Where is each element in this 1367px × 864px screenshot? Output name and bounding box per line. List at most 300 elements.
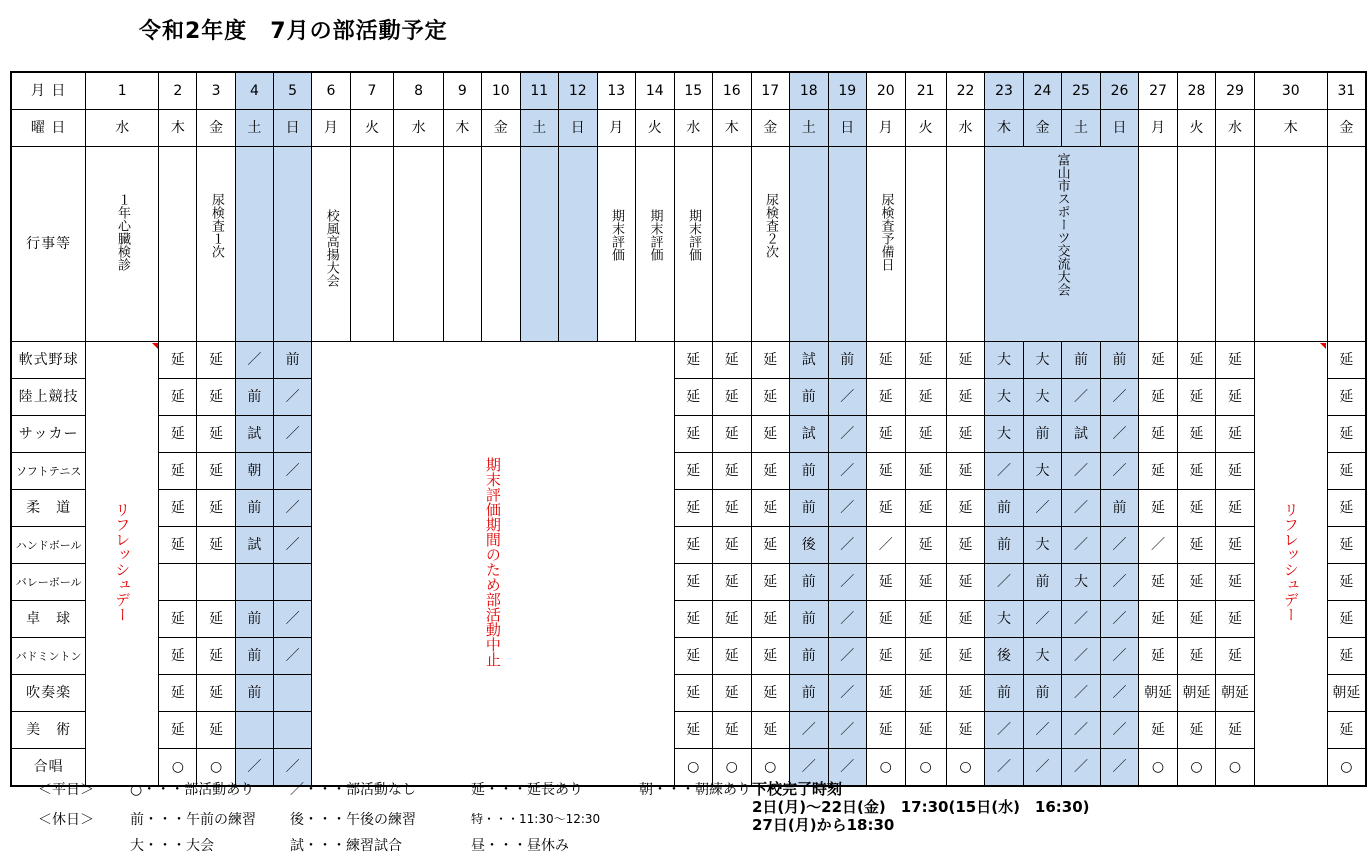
schedule-cell: 延 <box>1216 342 1255 379</box>
schedule-cell: 延 <box>1139 564 1178 601</box>
event-cell <box>197 147 235 342</box>
event-cell <box>905 147 946 342</box>
weekday-cell: 水 <box>1216 110 1255 147</box>
schedule-cell: ○ <box>1327 749 1366 787</box>
schedule-cell: 延 <box>751 342 790 379</box>
schedule-cell: ／ <box>1062 675 1101 712</box>
schedule-cell: 延 <box>674 712 713 749</box>
date-cell: 23 <box>985 72 1024 110</box>
schedule-cell: 延 <box>905 490 946 527</box>
schedule-cell: 前 <box>1023 416 1062 453</box>
schedule-cell: 延 <box>1327 527 1366 564</box>
schedule-cell: ／ <box>1100 453 1139 490</box>
club-row <box>11 564 1366 601</box>
schedule-cell: 延 <box>867 416 906 453</box>
schedule-cell: 前 <box>790 490 829 527</box>
date-cell: 16 <box>713 72 752 110</box>
schedule-cell: ／ <box>828 527 867 564</box>
schedule-cell: 延 <box>674 527 713 564</box>
schedule-cell: 延 <box>946 379 985 416</box>
event-cell <box>597 147 636 342</box>
schedule-cell: 延 <box>159 712 197 749</box>
schedule-cell: 延 <box>1139 379 1178 416</box>
date-cell: 7 <box>350 72 394 110</box>
dismissal-line-1: 2日(月)～22日(金) 17:30(15日(水) 16:30) <box>752 798 1090 816</box>
schedule-cell: 朝延 <box>1139 675 1178 712</box>
schedule-cell: 延 <box>751 453 790 490</box>
schedule-cell: 延 <box>946 490 985 527</box>
schedule-cell: 延 <box>905 342 946 379</box>
schedule-cell: ／ <box>274 416 312 453</box>
schedule-cell <box>159 564 197 601</box>
schedule-cell: 試 <box>790 416 829 453</box>
event-cell <box>482 147 521 342</box>
schedule-cell: 延 <box>1327 564 1366 601</box>
schedule-cell: ○ <box>905 749 946 787</box>
schedule-cell: ○ <box>1139 749 1178 787</box>
schedule-cell: 延 <box>159 453 197 490</box>
schedule-cell: ／ <box>828 712 867 749</box>
refresh-day-cell <box>86 342 159 787</box>
schedule-cell: 延 <box>713 564 752 601</box>
weekday-cell: 月 <box>867 110 906 147</box>
event-text: 期末評価 <box>686 209 702 261</box>
schedule-cell: ／ <box>274 638 312 675</box>
schedule-cell: 前 <box>1062 342 1101 379</box>
schedule-cell: 前 <box>235 638 273 675</box>
date-cell: 4 <box>235 72 273 110</box>
schedule-cell: ／ <box>274 527 312 564</box>
dismissal-heading: 下校完了時刻 <box>752 780 843 798</box>
schedule-cell: 延 <box>1177 712 1216 749</box>
schedule-cell: ／ <box>1100 601 1139 638</box>
weekday-row <box>11 110 1366 147</box>
weekday-cell: 月 <box>597 110 636 147</box>
schedule-cell: 試 <box>1062 416 1101 453</box>
schedule-cell: 延 <box>946 712 985 749</box>
schedule-cell: 試 <box>235 416 273 453</box>
schedule-cell: 前 <box>1100 490 1139 527</box>
schedule-cell: 延 <box>713 675 752 712</box>
schedule-cell: ／ <box>1062 749 1101 787</box>
schedule-cell: 前 <box>985 675 1024 712</box>
club-name: 合唱 <box>11 749 86 787</box>
schedule-cell: 前 <box>235 675 273 712</box>
schedule-cell: ○ <box>674 749 713 787</box>
schedule-cell <box>235 564 273 601</box>
schedule-cell: ○ <box>751 749 790 787</box>
schedule-cell: ／ <box>828 416 867 453</box>
club-name: ハンドボール <box>11 527 86 564</box>
schedule-cell: 延 <box>905 675 946 712</box>
schedule-cell: ／ <box>828 675 867 712</box>
event-cell <box>235 147 273 342</box>
weekday-cell: 木 <box>159 110 197 147</box>
schedule-cell: 前 <box>790 453 829 490</box>
schedule-cell: 前 <box>985 527 1024 564</box>
date-cell: 31 <box>1327 72 1366 110</box>
schedule-cell: 延 <box>674 379 713 416</box>
schedule-cell: 前 <box>790 675 829 712</box>
schedule-cell: 延 <box>1139 342 1178 379</box>
schedule-cell: 延 <box>674 490 713 527</box>
legend-item-special: 特・・・11:30～12:30 <box>471 812 601 826</box>
event-cell <box>350 147 394 342</box>
schedule-table <box>10 71 1367 787</box>
event-header-label: 行事等 <box>11 147 86 342</box>
schedule-cell: ／ <box>1139 527 1178 564</box>
refresh-day-label: リフレッシュデー <box>113 502 132 622</box>
schedule-cell: 大 <box>985 601 1024 638</box>
date-cell: 18 <box>790 72 829 110</box>
schedule-cell: 延 <box>1327 490 1366 527</box>
legend-holiday-label: ＜休日＞ <box>38 812 94 828</box>
date-cell: 21 <box>905 72 946 110</box>
schedule-cell: 延 <box>1216 453 1255 490</box>
exam-stop-label: 期末評価期間のため部活動中止 <box>483 457 502 667</box>
schedule-cell: ／ <box>828 490 867 527</box>
schedule-cell: 延 <box>946 527 985 564</box>
date-cell: 19 <box>828 72 867 110</box>
schedule-cell: 延 <box>1139 453 1178 490</box>
event-cell <box>312 147 350 342</box>
schedule-cell: 延 <box>197 416 235 453</box>
weekday-cell: 水 <box>86 110 159 147</box>
schedule-cell: ／ <box>1100 675 1139 712</box>
weekday-cell: 水 <box>946 110 985 147</box>
schedule-cell: ○ <box>197 749 235 787</box>
club-row <box>11 527 1366 564</box>
event-text: 期末評価 <box>647 209 663 261</box>
legend-item-slash: ／・・・部活動なし <box>290 782 416 798</box>
schedule-cell: ／ <box>828 601 867 638</box>
schedule-cell: 朝延 <box>1327 675 1366 712</box>
schedule-cell: 延 <box>1139 712 1178 749</box>
schedule-cell: 延 <box>197 379 235 416</box>
club-name: 吹奏楽 <box>11 675 86 712</box>
schedule-cell: 延 <box>1327 712 1366 749</box>
legend-item-am: 前・・・午前の練習 <box>130 812 256 828</box>
club-row <box>11 342 1366 379</box>
schedule-cell: 延 <box>867 638 906 675</box>
schedule-cell: 前 <box>828 342 867 379</box>
schedule-cell: 朝延 <box>1216 675 1255 712</box>
schedule-cell: ／ <box>1100 379 1139 416</box>
event-cell <box>751 147 790 342</box>
schedule-cell: 前 <box>985 490 1024 527</box>
date-cell: 30 <box>1254 72 1327 110</box>
comment-marker-icon <box>1320 343 1326 349</box>
event-cell <box>86 147 159 342</box>
schedule-cell: ／ <box>828 379 867 416</box>
schedule-cell: 延 <box>674 564 713 601</box>
weekday-cell: 土 <box>520 110 559 147</box>
dismissal-line-2: 27日(月)から18:30 <box>752 816 895 834</box>
weekday-cell: 金 <box>197 110 235 147</box>
schedule-cell: 延 <box>1177 564 1216 601</box>
schedule-cell: ／ <box>985 564 1024 601</box>
schedule-cell: 延 <box>751 564 790 601</box>
schedule-cell: 延 <box>159 527 197 564</box>
legend-item-circle: ○・・・部活動あり <box>130 782 255 798</box>
schedule-cell: 延 <box>905 564 946 601</box>
legend-weekday-label: ＜平日＞ <box>38 782 94 798</box>
schedule-cell: 延 <box>867 453 906 490</box>
date-cell: 25 <box>1062 72 1101 110</box>
schedule-cell: 前 <box>274 342 312 379</box>
weekday-cell: 金 <box>482 110 521 147</box>
schedule-cell: ／ <box>274 490 312 527</box>
schedule-cell: 延 <box>751 638 790 675</box>
weekday-cell: 火 <box>1177 110 1216 147</box>
schedule-cell: 朝 <box>235 453 273 490</box>
date-cell: 22 <box>946 72 985 110</box>
weekday-cell: 日 <box>1100 110 1139 147</box>
weekday-cell: 土 <box>1062 110 1101 147</box>
schedule-cell: 大 <box>1023 453 1062 490</box>
schedule-cell: 延 <box>713 453 752 490</box>
schedule-cell: 延 <box>674 675 713 712</box>
event-cell <box>1139 147 1178 342</box>
weekday-header-label: 曜 日 <box>11 110 86 147</box>
schedule-cell: 延 <box>1177 638 1216 675</box>
schedule-cell: 延 <box>674 416 713 453</box>
event-cell <box>1177 147 1216 342</box>
date-cell: 14 <box>636 72 675 110</box>
date-cell: 10 <box>482 72 521 110</box>
schedule-cell: 前 <box>235 601 273 638</box>
weekday-cell: 木 <box>985 110 1024 147</box>
schedule-cell: 延 <box>1327 416 1366 453</box>
refresh-day-label: リフレッシュデー <box>1281 502 1300 622</box>
schedule-cell: ／ <box>1100 564 1139 601</box>
schedule-cell <box>235 712 273 749</box>
schedule-cell: 延 <box>713 527 752 564</box>
schedule-cell <box>274 675 312 712</box>
schedule-cell: ○ <box>1177 749 1216 787</box>
date-cell: 11 <box>520 72 559 110</box>
date-cell: 8 <box>394 72 443 110</box>
schedule-cell <box>274 564 312 601</box>
schedule-cell: ／ <box>867 527 906 564</box>
schedule-cell: 延 <box>946 675 985 712</box>
date-cell: 13 <box>597 72 636 110</box>
schedule-cell: 延 <box>751 416 790 453</box>
date-cell: 15 <box>674 72 713 110</box>
schedule-cell: ／ <box>1100 712 1139 749</box>
club-name: 軟式野球 <box>11 342 86 379</box>
club-name: バドミントン <box>11 638 86 675</box>
club-row <box>11 675 1366 712</box>
schedule-cell: 延 <box>713 601 752 638</box>
schedule-cell: 延 <box>751 712 790 749</box>
date-cell: 26 <box>1100 72 1139 110</box>
club-row <box>11 638 1366 675</box>
schedule-cell: ／ <box>1062 453 1101 490</box>
schedule-cell: 前 <box>790 638 829 675</box>
club-row <box>11 712 1366 749</box>
weekday-cell: 金 <box>1327 110 1366 147</box>
schedule-cell: 延 <box>674 638 713 675</box>
schedule-cell: 試 <box>790 342 829 379</box>
legend-item-pm: 後・・・午後の練習 <box>290 812 416 828</box>
weekday-cell: 日 <box>559 110 598 147</box>
schedule-cell: 延 <box>713 490 752 527</box>
schedule-cell: ／ <box>985 712 1024 749</box>
club-row <box>11 453 1366 490</box>
schedule-cell: 前 <box>235 379 273 416</box>
schedule-cell: ○ <box>867 749 906 787</box>
schedule-cell: ／ <box>1062 527 1101 564</box>
schedule-cell: 延 <box>159 675 197 712</box>
schedule-cell: 延 <box>905 527 946 564</box>
schedule-cell: 前 <box>790 601 829 638</box>
schedule-cell <box>197 564 235 601</box>
schedule-cell: 朝延 <box>1177 675 1216 712</box>
schedule-cell: 延 <box>946 342 985 379</box>
schedule-cell: 延 <box>713 379 752 416</box>
weekday-cell: 火 <box>636 110 675 147</box>
exam-stop-cell <box>312 342 674 787</box>
event-text: 尿検査予備日 <box>878 193 894 271</box>
schedule-cell: 延 <box>197 453 235 490</box>
schedule-cell: 延 <box>1139 490 1178 527</box>
schedule-cell: 延 <box>867 490 906 527</box>
schedule-cell: 延 <box>867 342 906 379</box>
event-cell <box>559 147 598 342</box>
schedule-cell: 延 <box>1327 453 1366 490</box>
schedule-cell: 前 <box>1023 675 1062 712</box>
schedule-cell: 後 <box>790 527 829 564</box>
date-cell: 27 <box>1139 72 1178 110</box>
comment-marker-icon <box>152 343 158 349</box>
event-text: 校風高揚大会 <box>323 209 339 287</box>
event-text: 尿検査１次 <box>208 193 224 258</box>
club-row <box>11 601 1366 638</box>
date-header-label: 月 日 <box>11 72 86 110</box>
schedule-cell: 延 <box>751 527 790 564</box>
event-cell <box>828 147 867 342</box>
schedule-cell: 前 <box>1100 342 1139 379</box>
schedule-cell: 延 <box>867 675 906 712</box>
schedule-cell: 延 <box>197 490 235 527</box>
date-cell: 29 <box>1216 72 1255 110</box>
schedule-cell: 延 <box>1216 416 1255 453</box>
weekday-cell: 木 <box>713 110 752 147</box>
schedule-cell: ／ <box>1100 527 1139 564</box>
schedule-cell: ／ <box>985 453 1024 490</box>
schedule-cell: 延 <box>867 564 906 601</box>
schedule-cell: 延 <box>1177 416 1216 453</box>
schedule-cell: 延 <box>1216 527 1255 564</box>
schedule-cell: ／ <box>1100 416 1139 453</box>
weekday-cell: 金 <box>1023 110 1062 147</box>
schedule-cell: 延 <box>905 638 946 675</box>
event-cell <box>790 147 829 342</box>
schedule-cell: 延 <box>1139 416 1178 453</box>
legend-item-tournament: 大・・・大会 <box>130 838 214 854</box>
schedule-cell: 後 <box>985 638 1024 675</box>
event-cell <box>636 147 675 342</box>
date-row <box>11 72 1366 110</box>
schedule-cell: 延 <box>1216 601 1255 638</box>
weekday-cell: 日 <box>274 110 312 147</box>
schedule-cell: 延 <box>905 712 946 749</box>
schedule-cell: 延 <box>1216 379 1255 416</box>
schedule-cell: ／ <box>1062 490 1101 527</box>
date-cell: 20 <box>867 72 906 110</box>
schedule-cell: 延 <box>751 490 790 527</box>
schedule-cell: 延 <box>867 601 906 638</box>
schedule-cell: 延 <box>713 638 752 675</box>
schedule-cell: ○ <box>159 749 197 787</box>
event-text: １年心臓検診 <box>115 193 130 271</box>
schedule-cell: ○ <box>946 749 985 787</box>
event-cell <box>674 147 713 342</box>
schedule-cell: 延 <box>946 564 985 601</box>
schedule-cell: 延 <box>751 601 790 638</box>
event-cell <box>713 147 752 342</box>
schedule-cell: 大 <box>985 416 1024 453</box>
club-name: 美 術 <box>11 712 86 749</box>
event-cell <box>1254 147 1327 342</box>
schedule-cell: 延 <box>197 601 235 638</box>
club-name: サッカー <box>11 416 86 453</box>
date-cell: 1 <box>86 72 159 110</box>
schedule-cell: 延 <box>1216 638 1255 675</box>
schedule-cell: ／ <box>274 453 312 490</box>
schedule-cell: ／ <box>235 749 273 787</box>
club-row <box>11 490 1366 527</box>
date-cell: 28 <box>1177 72 1216 110</box>
schedule-cell: 延 <box>905 453 946 490</box>
schedule-cell: 延 <box>159 601 197 638</box>
schedule-cell: 延 <box>1216 564 1255 601</box>
event-row <box>11 147 1366 342</box>
schedule-cell: ／ <box>274 749 312 787</box>
schedule-cell: ／ <box>1100 638 1139 675</box>
weekday-cell: 木 <box>443 110 481 147</box>
event-cell <box>1327 147 1366 342</box>
schedule-cell: 延 <box>905 416 946 453</box>
schedule-cell: 延 <box>1327 638 1366 675</box>
schedule-cell: ／ <box>274 379 312 416</box>
schedule-cell: ／ <box>790 749 829 787</box>
club-name: 卓 球 <box>11 601 86 638</box>
schedule-cell: ／ <box>1062 601 1101 638</box>
schedule-cell: 延 <box>905 379 946 416</box>
schedule-cell: 大 <box>1023 527 1062 564</box>
event-cell <box>159 147 197 342</box>
schedule-cell: ／ <box>1023 712 1062 749</box>
schedule-cell: 延 <box>159 638 197 675</box>
club-name: 柔 道 <box>11 490 86 527</box>
schedule-cell: 前 <box>790 564 829 601</box>
schedule-cell: 延 <box>159 342 197 379</box>
schedule-cell: 延 <box>197 712 235 749</box>
schedule-cell: 延 <box>197 675 235 712</box>
schedule-cell: ／ <box>828 638 867 675</box>
schedule-cell: 延 <box>751 675 790 712</box>
date-cell: 9 <box>443 72 481 110</box>
schedule-cell: 延 <box>1177 342 1216 379</box>
schedule-cell: ／ <box>985 749 1024 787</box>
schedule-cell: ／ <box>1062 638 1101 675</box>
event-cell <box>867 147 906 342</box>
weekday-cell: 火 <box>905 110 946 147</box>
schedule-cell: 延 <box>1177 379 1216 416</box>
schedule-cell: ／ <box>235 342 273 379</box>
